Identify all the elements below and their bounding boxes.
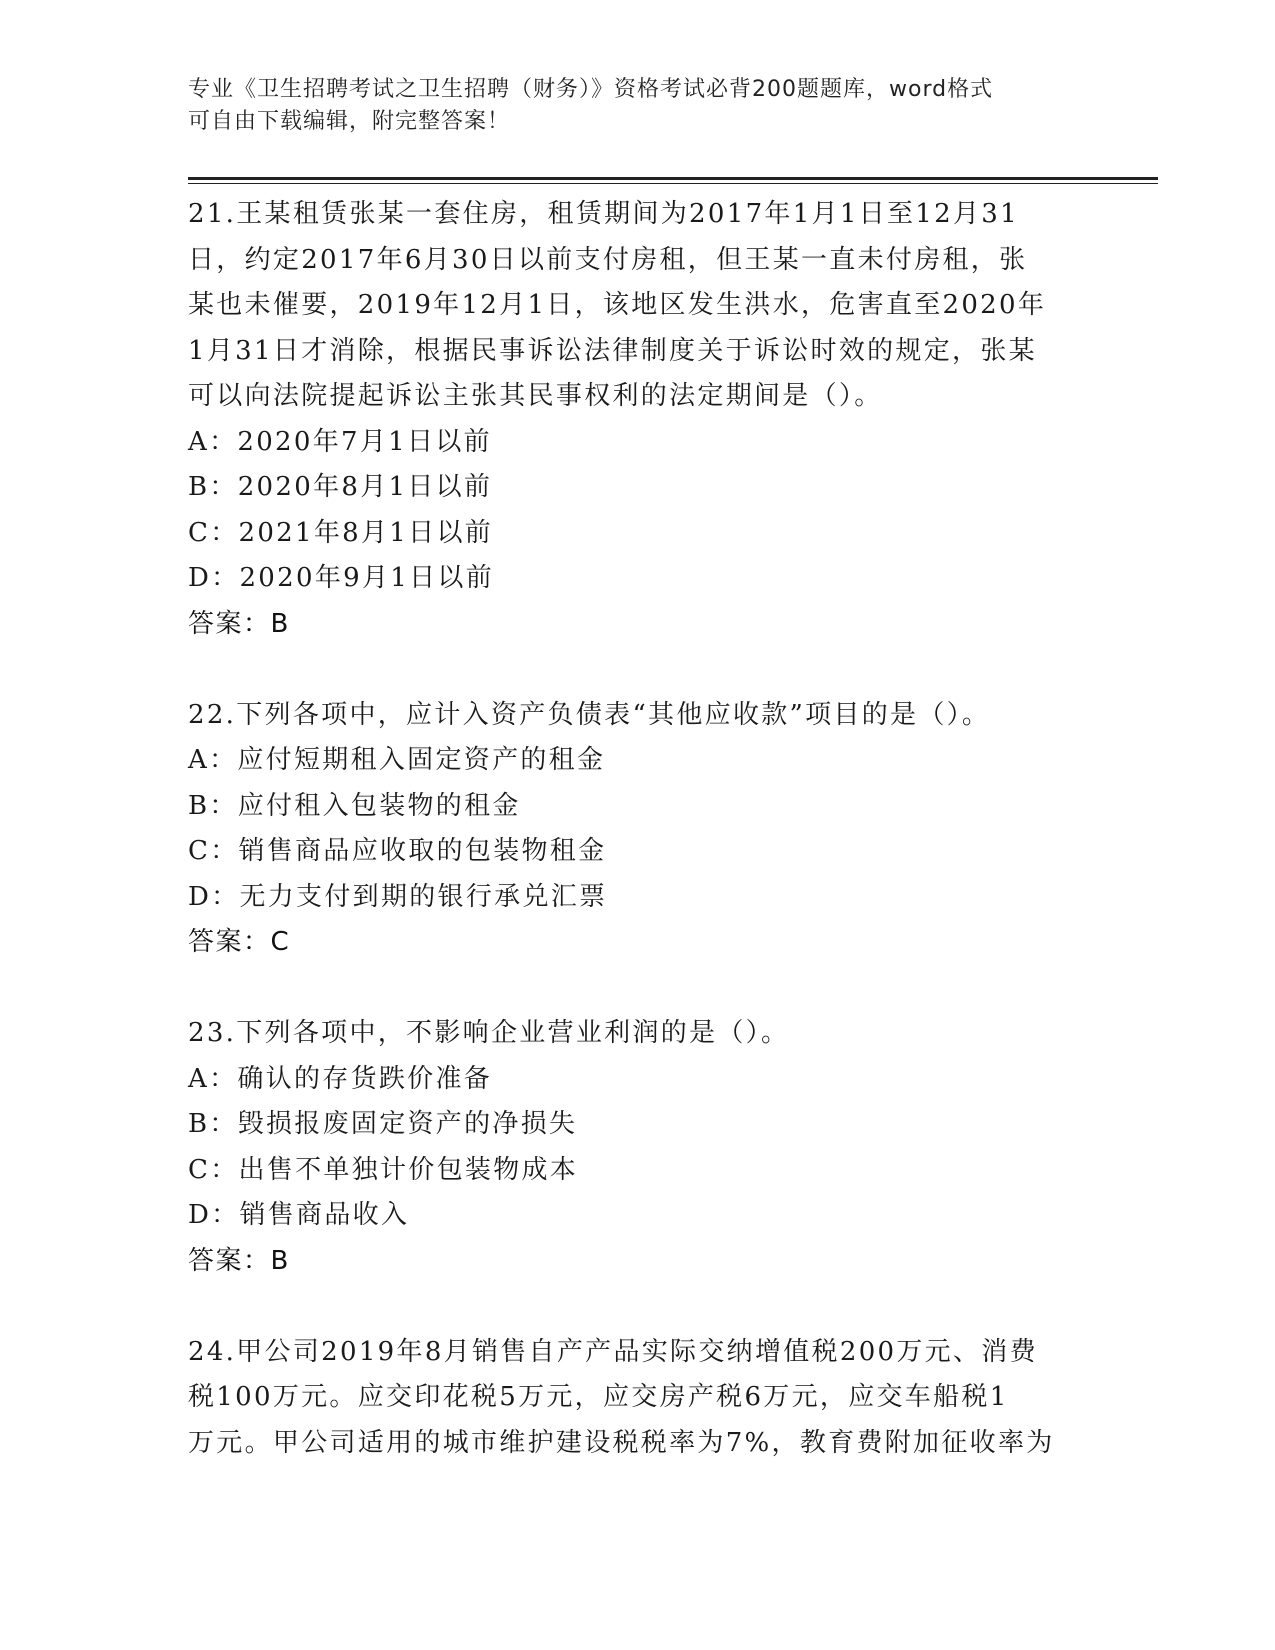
answer: 答案：C [188, 927, 291, 957]
question-text [188, 693, 1088, 739]
question-22 [188, 693, 1088, 966]
header-divider-thin [188, 183, 1158, 184]
option-c: C：出售不单独计价包装物成本 [188, 1154, 579, 1185]
option-b: B：毁损报废固定资产的净损失 [188, 1109, 578, 1139]
question-line: 某也未催要，2019年12月1日，该地区发生洪水，危害直至2020年 [188, 290, 1047, 320]
option-d: D：2020年9月1日以前 [188, 563, 494, 593]
option-c: C：销售商品应收取的包装物租金 [188, 836, 607, 866]
option-a: A：2020年7月1日以前 [188, 426, 492, 457]
question-line: 日，约定2017年6月30日以前支付房租，但王某一直未付房租，张 [188, 244, 1028, 275]
option-b: B：应付租入包装物的租金 [188, 790, 521, 821]
question-line: 1月31日才消除，根据民事诉讼法律制度关于诉讼时效的规定，张某 [188, 335, 1037, 366]
question-spacer [188, 966, 1088, 1012]
question-list [188, 192, 1088, 1466]
question-line: 24.甲公司2019年8月销售自产产品实际交纳增值税200万元、消费 [188, 1336, 1038, 1367]
question-text [188, 1011, 1088, 1057]
page-header [188, 74, 1068, 138]
option-a: A：应付短期租入固定资产的租金 [188, 745, 606, 775]
question-line: 23.下列各项中，不影响企业营业利润的是（）。 [188, 1018, 790, 1048]
question-24 [188, 1330, 1088, 1467]
header-line-2: 可自由下载编辑，附完整答案！ [188, 109, 511, 134]
answer: 答案：B [188, 1245, 290, 1276]
option-a: A：确认的存货跌价准备 [188, 1063, 493, 1094]
header-line-1: 专业《卫生招聘考试之卫生招聘（财务）》资格考试必背200题题库，word格式 [188, 77, 994, 102]
question-23 [188, 1011, 1088, 1284]
answer: 答案：B [188, 608, 290, 639]
option-b: B：2020年8月1日以前 [188, 472, 493, 502]
option-d: D：销售商品收入 [188, 1200, 410, 1230]
question-text [188, 192, 1088, 420]
question-line: 税100万元。应交印花税5万元，应交房产税6万元，应交车船税1 [188, 1382, 1009, 1412]
question-21 [188, 192, 1088, 647]
question-line: 22.下列各项中，应计入资产负债表“其他应收款”项目的是（）。 [188, 699, 991, 730]
question-text [188, 1330, 1088, 1467]
question-spacer [188, 1284, 1088, 1330]
header-divider-thick [188, 177, 1158, 180]
option-c: C：2021年8月1日以前 [188, 517, 494, 548]
option-d: D：无力支付到期的银行承兑汇票 [188, 881, 608, 912]
question-line: 万元。甲公司适用的城市维护建设税税率为7%，教育费附加征收率为 [188, 1427, 1055, 1458]
question-line: 可以向法院提起诉讼主张其民事权利的法定期间是（）。 [188, 381, 883, 411]
question-line: 21.王某租赁张某一套住房，租赁期间为2017年1月1日至12月31 [188, 199, 1019, 229]
question-spacer [188, 647, 1088, 693]
